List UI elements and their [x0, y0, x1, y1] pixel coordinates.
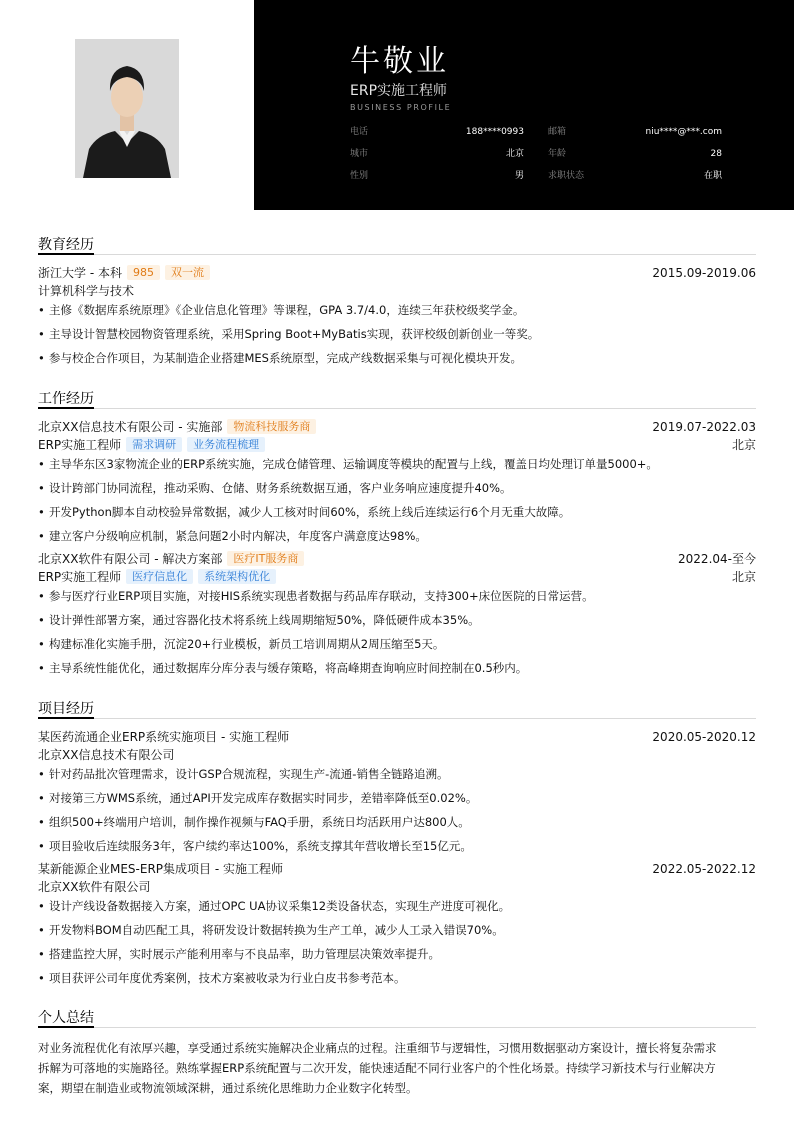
age-value: 28: [710, 149, 722, 159]
candidate-name: 牛敬业: [350, 44, 449, 79]
project-name: 某新能源企业MES-ERP集成项目 - 实施工程师: [38, 862, 283, 876]
list-item: • 针对药品批次管理需求，设计GSP合规流程，实现生产-流通-销售全链路追溯。: [38, 766, 756, 782]
profile-tagline: BUSINESS PROFILE: [350, 103, 452, 112]
section-divider: [38, 1027, 756, 1028]
job-company-row: [38, 419, 756, 435]
education-school-row: [38, 265, 756, 281]
list-item: • 组织500+终端用户培训，制作操作视频与FAQ手册，系统日均活跃用户达800人。: [38, 814, 756, 830]
skill-tag: 业务流程梳理: [187, 437, 265, 452]
candidate-role: ERP实施工程师: [350, 83, 448, 99]
job-city: 北京: [731, 570, 756, 584]
list-item: • 开发物料BOM自动匹配工具，将研发设计数据转换为生产工单，减少人工录入错误70%。: [38, 922, 756, 938]
list-item: • 开发Python脚本自动校验异常数据，减少人工核对时间60%，系统上线后连续运行6个月无重大故障。: [38, 504, 756, 520]
job-date: 2022.04-至今: [678, 552, 756, 566]
project-date: 2022.05-2022.12: [652, 862, 756, 876]
list-item: • 主导设计智慧校园物资管理系统，采用Spring Boot+MyBatis实现，获评校级创新创业一等奖。: [38, 326, 756, 342]
list-item: • 项目验收后连续服务3年，客户续约率达100%，系统支撑其年营收增长至15亿元。: [38, 838, 756, 854]
list-item: • 设计跨部门协同流程，推动采购、仓储、财务系统数据互通，客户业务响应速度提升40%。: [38, 480, 756, 496]
section-underline: [38, 253, 94, 255]
summary-text: [38, 1038, 756, 1098]
list-item: • 对接第三方WMS系统，通过API开发完成库存数据实时同步，差错率降低至0.02%。: [38, 790, 756, 806]
age-label: 年龄: [548, 149, 567, 159]
summary-line: 案，期望在制造业或物流领域深耕，通过系统化思维助力企业数字化转型。: [38, 1081, 418, 1095]
job-city: 北京: [731, 438, 756, 452]
project-date: 2020.05-2020.12: [652, 730, 756, 744]
email-label: 邮箱: [548, 127, 567, 137]
school-tag: 985: [127, 265, 160, 280]
gender-value: 男: [514, 171, 524, 181]
list-item: • 设计产线设备数据接入方案，通过OPC UA协议采集12类设备状态，实现生产进度可视化。: [38, 898, 756, 914]
status-label: 求职状态: [548, 171, 585, 181]
phone-value: 188****0993: [465, 127, 524, 137]
job-position-row: [38, 569, 756, 585]
company-name: 北京XX软件有限公司 - 解决方案部: [38, 552, 223, 566]
industry-tag: 物流科技服务商: [227, 419, 316, 434]
city-label: 城市: [350, 149, 369, 159]
profile-photo: [75, 39, 179, 178]
skill-tag: 医疗信息化: [126, 569, 193, 584]
list-item: • 建立客户分级响应机制，紧急问题2小时内解决，年度客户满意度达98%。: [38, 528, 756, 544]
section-divider: [38, 408, 756, 409]
section-underline: [38, 1026, 94, 1028]
summary-line: 拆解为可落地的实施路径。熟练掌握ERP系统配置与二次开发，能快速适配不同行业客户的个性化场景。持续学习新技术与行业解决方: [38, 1061, 716, 1075]
list-item: • 参与校企合作项目，为某制造企业搭建MES系统原型，完成产线数据采集与可视化模块开发。: [38, 350, 756, 366]
list-item: • 项目获评公司年度优秀案例，技术方案被收录为行业白皮书参考范本。: [38, 970, 756, 986]
summary-section-title: 个人总结: [38, 1010, 94, 1026]
school-name: 浙江大学 - 本科: [38, 266, 122, 280]
list-item: • 主导华东区3家物流企业的ERP系统实施，完成仓储管理、运输调度等模块的配置与上线，覆盖日均处理订单量5000+。: [38, 456, 756, 472]
company-name: 北京XX信息技术有限公司 - 实施部: [38, 420, 223, 434]
skill-tag: 需求调研: [126, 437, 182, 452]
school-tag: 双一流: [165, 265, 210, 280]
job-position: ERP实施工程师: [38, 570, 122, 584]
person-portrait-image: [75, 39, 179, 178]
work-section-title: 工作经历: [38, 391, 94, 407]
list-item: • 主导系统性能优化，通过数据库分库分表与缓存策略，将高峰期查询响应时间控制在0.5秒内。: [38, 660, 756, 676]
list-item: • 构建标准化实施手册，沉淀20+行业模板，新员工培训周期从2周压缩至5天。: [38, 636, 756, 652]
header-panel: [254, 0, 794, 210]
job-date: 2019.07-2022.03: [652, 420, 756, 434]
education-date: 2015.09-2019.06: [652, 266, 756, 280]
list-item: • 设计弹性部署方案，通过容器化技术将系统上线周期缩短50%，降低硬件成本35%。: [38, 612, 756, 628]
section-underline: [38, 407, 94, 409]
list-item: • 主修《数据库系统原理》《企业信息化管理》等课程，GPA 3.7/4.0，连续三年获校级奖学金。: [38, 302, 756, 318]
status-value: 在职: [703, 171, 722, 181]
project-name: 某医药流通企业ERP系统实施项目 - 实施工程师: [38, 730, 290, 744]
job-company-row: [38, 551, 756, 567]
city-value: 北京: [505, 149, 524, 159]
projects-section-title: 项目经历: [38, 701, 94, 717]
email-value: niu****@***.com: [645, 127, 722, 137]
section-underline: [38, 717, 94, 719]
section-divider: [38, 254, 756, 255]
education-section-title: 教育经历: [38, 237, 94, 253]
section-divider: [38, 718, 756, 719]
project-company: 北京XX信息技术有限公司: [38, 748, 175, 762]
industry-tag: 医疗IT服务商: [227, 551, 304, 566]
job-position-row: [38, 437, 756, 453]
education-major: 计算机科学与技术: [38, 284, 135, 298]
gender-label: 性别: [350, 171, 369, 181]
job-position: ERP实施工程师: [38, 438, 122, 452]
skill-tag: 系统架构优化: [198, 569, 276, 584]
summary-line: 对业务流程优化有浓厚兴趣，享受通过系统实施解决企业痛点的过程。注重细节与逻辑性，习惯用数据驱动方案设计，擅长将复杂需求: [38, 1041, 717, 1055]
phone-label: 电话: [350, 127, 369, 137]
project-company: 北京XX软件有限公司: [38, 880, 151, 894]
list-item: • 搭建监控大屏，实时展示产能利用率与不良品率，助力管理层决策效率提升。: [38, 946, 756, 962]
list-item: • 参与医疗行业ERP项目实施，对接HIS系统实现患者数据与药品库存联动，支持300+床位医院的日常运营。: [38, 588, 756, 604]
